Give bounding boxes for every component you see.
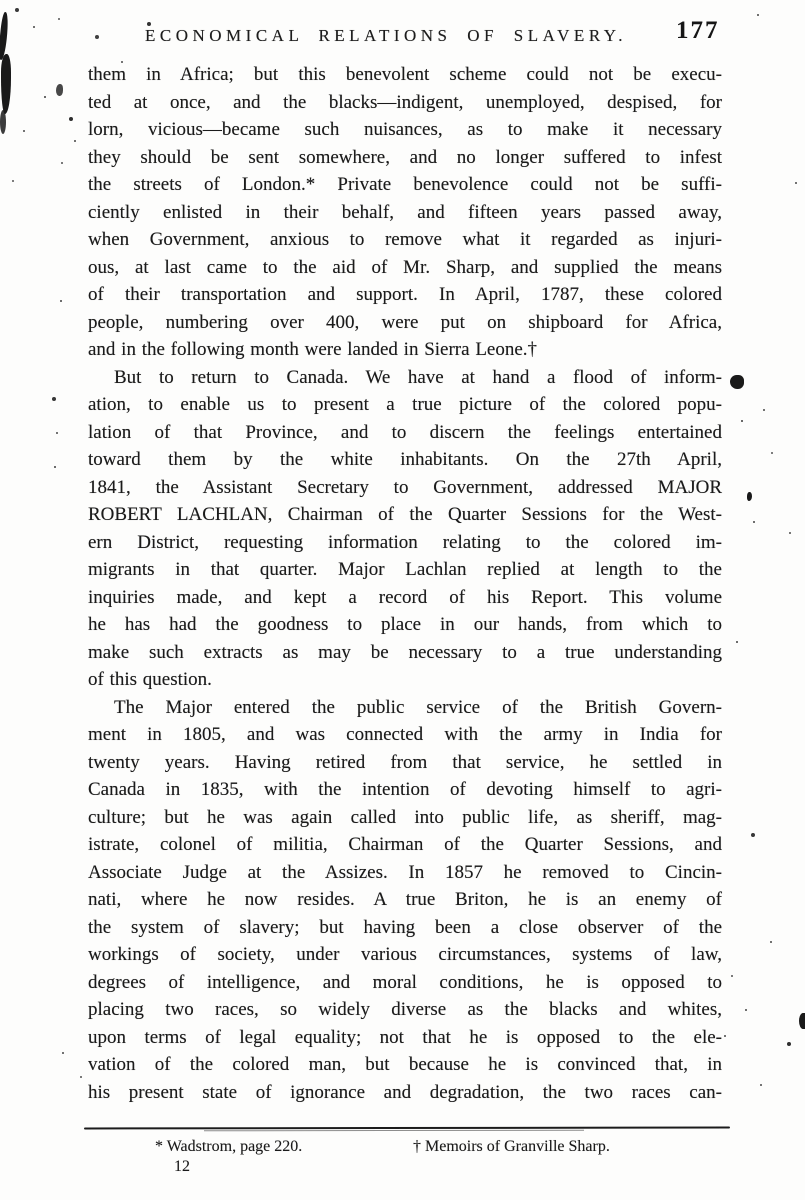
text-line: nati, where he now resides. A true Briton, he is an enemy of [88, 889, 722, 910]
text-line: workings of society, under various circumstances, systems of law, [88, 944, 722, 965]
text-line: placing two races, so widely diverse as the blacks and whites, [88, 999, 722, 1020]
scan-speckle-noise [0, 0, 2, 2]
text-line: he has had the goodness to place in our hands, from which to [88, 614, 722, 635]
footnote-divider-rule [84, 1127, 730, 1130]
text-line: culture; but he was again called into public life, as sheriff, mag- [88, 806, 722, 828]
printer-signature-number: 12 [174, 1158, 190, 1175]
page-body-text [88, 61, 722, 1106]
text-line: istrate, colonel of militia, Chairman of the Quarter Sessions, and [88, 834, 722, 855]
text-line: ted at once, and the blacks—indigent, unemployed, despised, for [88, 91, 722, 113]
text-line: ROBERT LACHLAN, Chairman of the Quarter Sessions for the West- [88, 504, 722, 525]
running-header-title: ECONOMICAL RELATIONS OF SLAVERY. [145, 26, 628, 45]
text-line: of their transportation and support. In April, 1787, these colored [88, 284, 722, 305]
text-line: when Government, anxious to remove what it regarded as injuri- [88, 229, 722, 250]
text-line: twenty years. Having retired from that service, he settled in [88, 751, 722, 773]
footnote-wadstrom: * Wadstrom, page 220. [155, 1138, 303, 1155]
scan-edge-blot [799, 1013, 805, 1029]
text-line: ous, at last came to the aid of Mr. Sharp, and supplied the means [88, 256, 722, 278]
text-line: vation of the colored man, but because he is convinced that, in [88, 1054, 722, 1075]
text-line: Canada in 1835, with the intention of devoting himself to agri- [88, 779, 722, 800]
text-line: The Major entered the public service of the British Govern- [114, 696, 722, 718]
scan-ink-blot [730, 375, 744, 389]
footnote-memoirs: † Memoirs of Granville Sharp. [413, 1138, 610, 1155]
text-line: 1841, the Assistant Secretary to Government, addressed MAJOR [88, 476, 722, 498]
text-line: upon terms of legal equality; not that he is opposed to the ele- [88, 1026, 722, 1048]
text-line: But to return to Canada. We have at hand a flood of inform- [114, 366, 722, 388]
text-line: degrees of intelligence, and moral conditions, he is opposed to [88, 971, 722, 993]
scan-ink-streak [0, 12, 9, 60]
scan-ink-streak [1, 54, 11, 114]
text-line: ciently enlisted in their behalf, and fifteen years passed away, [88, 201, 722, 223]
scan-ink-smudge [56, 84, 63, 96]
text-line: them in Africa; but this benevolent scheme could not be execu- [88, 64, 722, 85]
scan-ink-spot [747, 492, 752, 501]
text-line: make such extracts as may be necessary to a true understanding [88, 641, 722, 663]
text-line: ment in 1805, and was connected with the army in India for [88, 724, 722, 745]
text-line: lorn, vicious—became such nuisances, as to make it necessary [88, 119, 722, 140]
scan-ink-streak [0, 110, 6, 134]
text-line: and in the following month were landed in Sierra Leone.† [88, 339, 538, 360]
paragraph [88, 364, 722, 694]
text-line: toward them by the white inhabitants. On the 27th April, [88, 449, 722, 470]
text-line: migrants in that quarter. Major Lachlan replied at length to the [88, 559, 722, 580]
text-line: his present state of ignorance and degradation, the two races can- [88, 1081, 722, 1103]
paragraph [88, 61, 722, 364]
page-number: 177 [676, 17, 720, 44]
text-line: they should be sent somewhere, and no longer suffered to infest [88, 146, 722, 168]
text-line: the system of slavery; but having been a close observer of the [88, 916, 722, 938]
text-line: ern District, requesting information relating to the colored im- [88, 531, 722, 553]
text-line: the streets of London.* Private benevolence could not be suffi- [88, 174, 722, 195]
text-line: inquiries made, and kept a record of his Report. This volume [88, 586, 722, 608]
text-line: ation, to enable us to present a true picture of the colored popu- [88, 394, 722, 415]
paragraph [88, 694, 722, 1107]
text-line: people, numbering over 400, were put on shipboard for Africa, [88, 311, 722, 333]
text-line: Associate Judge at the Assizes. In 1857 he removed to Cincin- [88, 861, 722, 883]
text-line: lation of that Province, and to discern the feelings entertained [88, 421, 722, 443]
text-line: of this question. [88, 669, 212, 690]
